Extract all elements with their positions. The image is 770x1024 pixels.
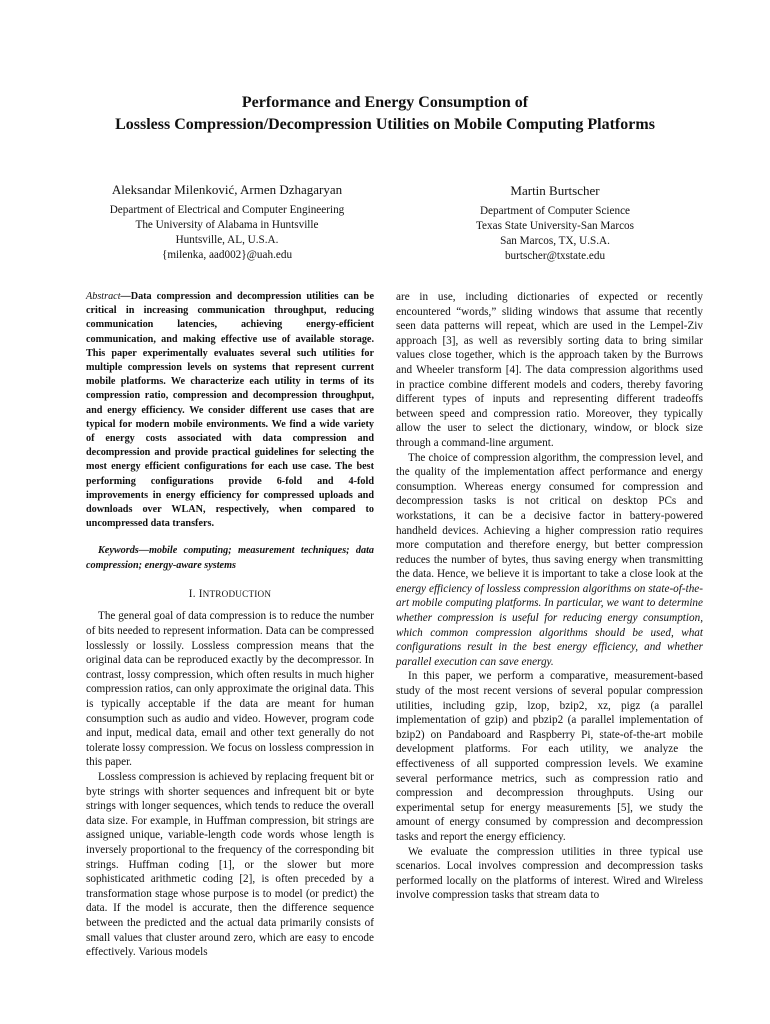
body-paragraph: In this paper, we perform a comparative, measurement-based study of the most recent versions of several popular compression utilities, including gzip, lzop, bzip2, xz, pigz (a parallel implementation of gzip) and pbzip2 (a parallel implementation of bzip2) on Pandaboard and Raspberry Pi, state-of-the-art mobile development platforms. For each utility, we analyze the effectiveness of all supported compression levels. We examine several performance metrics, such as compression ratio and compression and decompression throughputs. Using our experimental setup for energy measurements [5], we study the amount of energy consumed by compression and decompression tasks and report the energy efficiency.: [396, 670, 703, 843]
author-email: burtscher@txstate.edu: [504, 250, 606, 262]
author-block-right: [405, 182, 705, 264]
author-department: Department of Computer Science: [479, 205, 631, 217]
body-paragraph: [396, 451, 703, 670]
left-column: [86, 290, 374, 960]
author-location: San Marcos, TX, U.S.A.: [500, 235, 610, 247]
author-names: Aleksandar Milenković, Armen Dzhagaryan: [111, 182, 343, 197]
author-university: Texas State University-San Marcos: [476, 220, 634, 232]
paper-title: [40, 92, 730, 136]
title-line-1: Performance and Energy Consumption of: [241, 94, 529, 111]
body-text: The choice of compression algorithm, the compression level, and the quality of the implementation affect performance and energy consumption. Whereas energy consumed for compression and decompression tasks is not critical on desktop PCs and workstations, it can be a decisive factor in battery-powered handheld devices. Achieving a higher compression ratio requires more computation and therefore energy, but better compression reduces the number of bytes, thus saving energy when transmitting the data. Hence, we believe it is important to take a close look at the: [396, 451, 703, 581]
body-paragraph: are in use, including dictionaries of expected or recently encountered “words,” sliding windows that assume that recently seen data patterns will repeat, which are used in the Lempel-Ziv approach [3], as well as reversibly sorting data to bring similar values close together, which is the approach taken by the Burrows and Wheeler transform [4]. The data compression algorithms used in practice combine different models and coders, thereby favoring different types of inputs and representing different tradeoffs between speed and compression ratio. Moreover, they typically allow the user to select the dictionary, window, or block size through a command-line argument.: [396, 291, 703, 449]
title-line-2: Lossless Compression/Decompression Utilities on Mobile Computing Platforms: [115, 116, 655, 133]
emphasized-text: energy efficiency of lossless compression algorithms on state-of-the-art mobile computing platforms. In particular, we want to determine whether compression is useful for reducing energy consumption, which common compression algorithms should be used, what configurations result in the best energy efficiency, and whether parallel execution can save energy.: [396, 582, 703, 668]
section-heading-introduction: [86, 587, 374, 602]
body-paragraph: The general goal of data compression is to reduce the number of bits needed to represent information. Data can be compressed losslessly or lossily. Lossless compression means that the original data can be reproduced exactly by the decompressor. In contrast, lossy compression, which often results in much higher compression ratios, can only approximate the original data. This is typically acceptable if the data are meant for human consumption such as audio and video. However, program code and input, medical data, email and other text generally do not tolerate lossy compression. We focus on lossless compression in this paper.: [86, 610, 374, 769]
author-block-left: [62, 181, 392, 263]
keywords: Keywords—mobile computing; measurement techniques; data compression; energy-aware systems: [86, 545, 374, 571]
author-names: Martin Burtscher: [510, 183, 600, 198]
abstract-text: —Data compression and decompression utilities can be critical in increasing communication throughput, reducing communication latencies, achieving energy-efficient communication, and making effective use of available storage. This paper experimentally evaluates several such utilities for multiple compression levels on systems that represent current mobile platforms. We characterize each utility in terms of its compression ratio, compression and decompression throughput, and energy efficiency. We consider different use cases that are typical for modern mobile environments. We find a wide variety of energy costs associated with data compression and decompression and provide practical guidelines for selecting the most energy efficient configurations for each use case. The best performing configurations provide 6-fold and 4-fold improvements in energy efficiency for compressed uploads and downloads over WLAN, respectively, when compared to uncompressed data transfers.: [86, 291, 374, 530]
author-department: Department of Electrical and Computer Engineering: [109, 204, 345, 216]
abstract: [86, 290, 374, 531]
section-heading-rest: NTRODUCTION: [202, 588, 272, 599]
author-university: The University of Alabama in Huntsville: [135, 219, 319, 231]
section-numeral: I.: [188, 587, 196, 600]
author-email: {milenka, aad002}@uah.edu: [161, 249, 293, 261]
body-paragraph: Lossless compression is achieved by replacing frequent bit or byte strings with shorter sequences and infrequent bit or byte strings with longer sequences, which tends to reduce the overall data size. For example, in Huffman compression, bit strings are assigned unique, variable-length code words whose length is inversely proportional to the frequency of the corresponding bit strings. Huffman coding [1], or the slower but more sophisticated arithmetic coding [2], is often preceded by a transformation stage whose purpose is to model (or predict) the data. If the model is accurate, then the difference sequence between the predicted and the actual data primarily consists of small values that cluster around zero, which are easy to encode effectively. Various models: [86, 770, 374, 959]
author-location: Huntsville, AL, U.S.A.: [175, 234, 279, 246]
abstract-lead: Abstract: [86, 291, 121, 302]
right-column: [396, 290, 703, 903]
section-heading-first: I: [198, 587, 203, 600]
body-paragraph: We evaluate the compression utilities in three typical use scenarios. Local involves compression and decompression tasks performed locally on the platforms of interest. Wired and Wireless involve compression tasks that stream data to: [396, 845, 703, 902]
